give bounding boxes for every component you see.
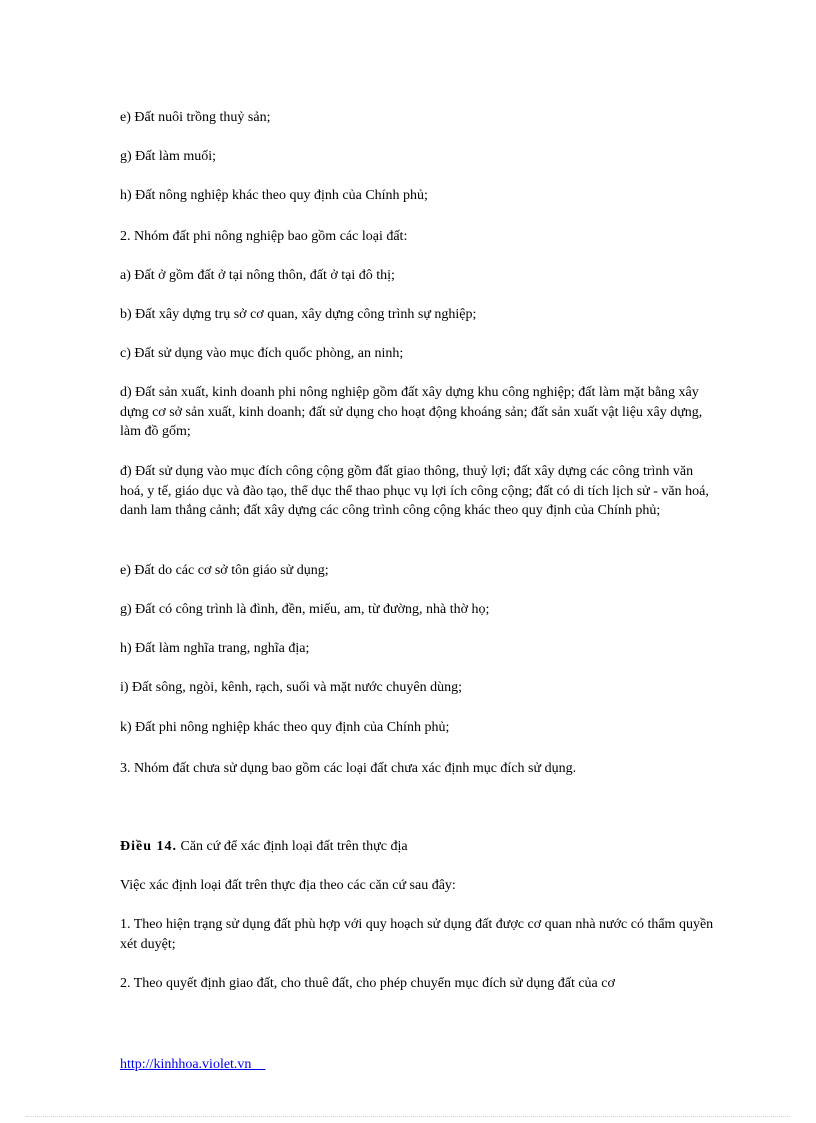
article-title: Căn cứ để xác định loại đất trên thực địa <box>177 839 408 854</box>
paragraph-b-offices: b) Đất xây dựng trụ sở cơ quan, xây dựng công trình sự nghiệp; <box>120 307 477 322</box>
paragraph-g-salt: g) Đất làm muối; <box>120 149 217 164</box>
article-label: Điều 14. <box>120 839 177 854</box>
paragraph-group-3: 3. Nhóm đất chưa sử dụng bao gồm các loại đất chưa xác định mục đích sử dụng. <box>120 761 577 776</box>
paragraph-h-other-agri: h) Đất nông nghiệp khác theo quy định của Chính phủ; <box>120 188 428 203</box>
paragraph-dd-public: đ) Đất sử dụng vào mục đích công cộng gồm đất giao thông, thuỷ lợi; đất xây dựng các công trình văn hoá, y tế, giáo dục và đào tạo, thể dục thể thao phục vụ lợi ích công cộng; đất có di tích lịch sử - văn hoá, danh lam thắng cảnh; đất xây dựng các công trình công cộng khác theo quy định của Chính phủ; <box>120 464 709 518</box>
paragraph-k-other-nonagri: k) Đất phi nông nghiệp khác theo quy định của Chính phủ; <box>120 720 450 735</box>
paragraph-group-2: 2. Nhóm đất phi nông nghiệp bao gồm các loại đất: <box>120 229 408 244</box>
article-item-2: 2. Theo quyết định giao đất, cho thuê đất, cho phép chuyển mục đích sử dụng đất của cơ <box>120 976 615 991</box>
article-intro: Việc xác định loại đất trên thực địa theo các căn cứ sau đây: <box>120 878 456 893</box>
paragraph-g-temples: g) Đất có công trình là đình, đền, miếu, am, từ đường, nhà thờ họ; <box>120 602 490 617</box>
article-14-heading <box>120 837 720 857</box>
paragraph-a-residential: a) Đất ở gồm đất ở tại nông thôn, đất ở tại đô thị; <box>120 268 395 283</box>
article-item-1: 1. Theo hiện trạng sử dụng đất phù hợp với quy hoạch sử dụng đất được cơ quan nhà nước có thẩm quyền xét duyệt; <box>120 917 714 952</box>
paragraph-c-defense: c) Đất sử dụng vào mục đích quốc phòng, an ninh; <box>120 346 404 361</box>
footer-link[interactable]: http://kinhhoa.violet.vn <box>120 1057 266 1072</box>
paragraph-d-production: d) Đất sản xuất, kinh doanh phi nông nghiệp gồm đất xây dựng khu công nghiệp; đất làm mặt bằng xây dựng cơ sở sản xuất, kinh doanh; đất sử dụng cho hoạt động khoáng sản; đất sản xuất vật liệu xây dựng, làm đồ gốm; <box>120 385 703 439</box>
paragraph-e-aquaculture: e) Đất nuôi trồng thuỷ sản; <box>120 110 271 125</box>
paragraph-h-cemetery: h) Đất làm nghĩa trang, nghĩa địa; <box>120 641 310 656</box>
page-bottom-divider <box>26 1116 790 1117</box>
paragraph-e-religious: e) Đất do các cơ sở tôn giáo sử dụng; <box>120 563 329 578</box>
paragraph-i-water: i) Đất sông, ngòi, kênh, rạch, suối và mặt nước chuyên dùng; <box>120 680 462 695</box>
